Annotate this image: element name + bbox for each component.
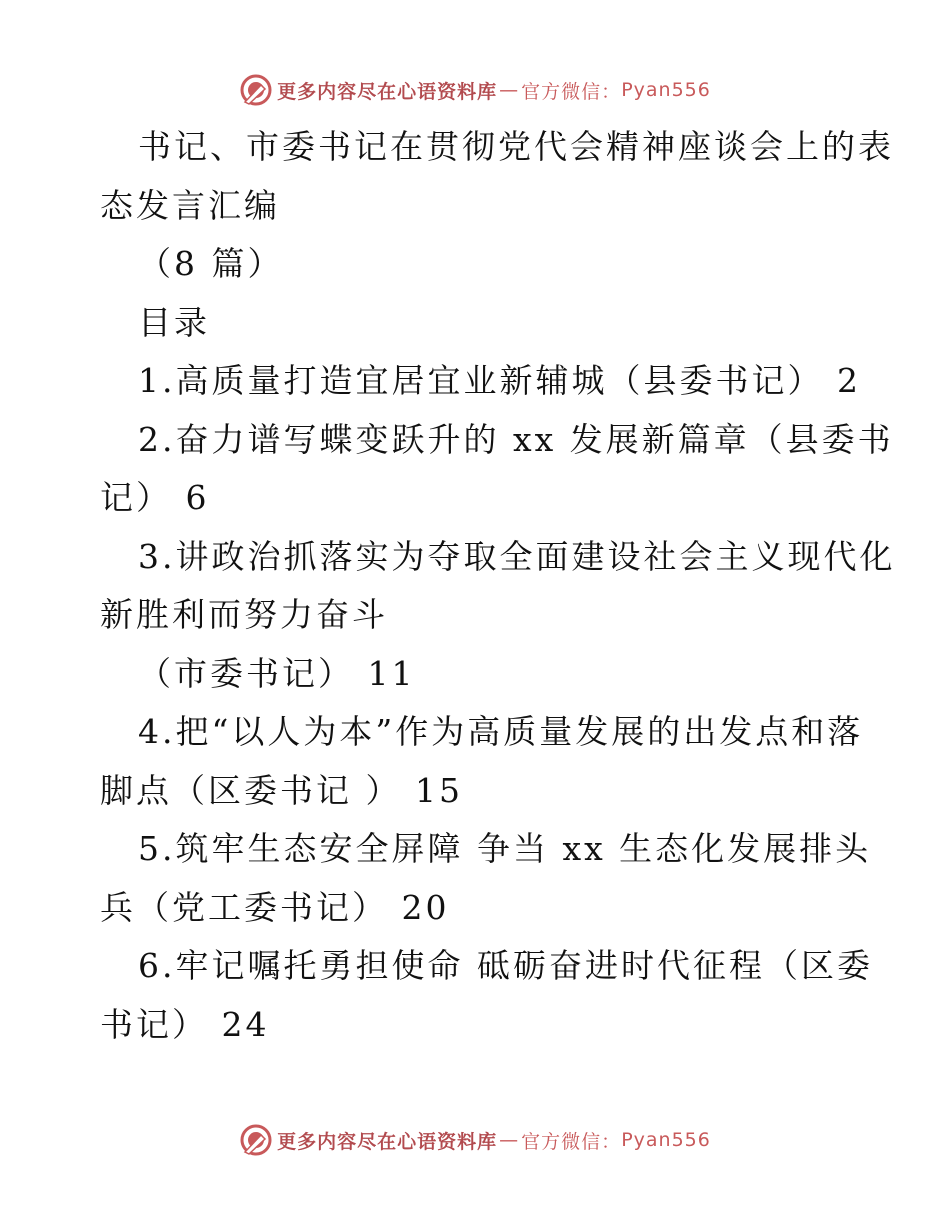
toc-line: 3.讲政治抓落实为夺取全面建设社会主义现代化 (138, 536, 896, 576)
header-watermark (0, 70, 950, 110)
pen-logo-icon (239, 73, 273, 107)
watermark-wechat-label: 官方微信： (521, 80, 622, 103)
footer-watermark (0, 1120, 950, 1160)
toc-line: 4.把“以人为本”作为高质量发展的出发点和落 (138, 712, 864, 751)
toc-line: 5.筑牢生态安全屏障 争当 xx 生态化发展排头 (138, 829, 872, 868)
toc-line: 新胜利而努力奋斗 (100, 595, 388, 634)
watermark-separator: — (499, 1129, 520, 1151)
watermark-separator: — (499, 79, 520, 101)
watermark-wechat-id: Pyan556 (621, 1129, 711, 1151)
document-count: （8 篇） (138, 244, 284, 283)
toc-line: 脚点（区委书记 ） 15 (100, 770, 463, 810)
toc-line: 1.高质量打造宜居宜业新辅城（县委书记） 2 (138, 361, 861, 400)
toc-line: 记） 6 (100, 478, 210, 517)
pen-logo-icon (239, 1123, 273, 1157)
document-body (100, 118, 896, 1054)
toc-line: （市委书记） 11 (138, 653, 416, 693)
toc-line: 书记） 24 (100, 1004, 270, 1044)
document-title-line-2: 态发言汇编 (100, 185, 280, 225)
document-title-line-1: 书记、市委书记在贯彻党代会精神座谈会上的表 (138, 127, 894, 166)
watermark-wechat-label: 官方微信： (521, 1130, 622, 1153)
watermark-brand: 更多内容尽在心语资料库 (277, 80, 498, 103)
toc-line: 兵（党工委书记） 20 (100, 887, 450, 927)
toc-line: 2.奋力谱写蝶变跃升的 xx 发展新篇章（县委书 (138, 419, 894, 459)
toc-heading: 目录 (138, 302, 210, 342)
watermark-wechat-id: Pyan556 (621, 79, 711, 101)
toc-line: 6.牢记嘱托勇担使命 砥砺奋进时代征程（区委 (138, 946, 873, 985)
watermark-brand: 更多内容尽在心语资料库 (277, 1130, 498, 1153)
